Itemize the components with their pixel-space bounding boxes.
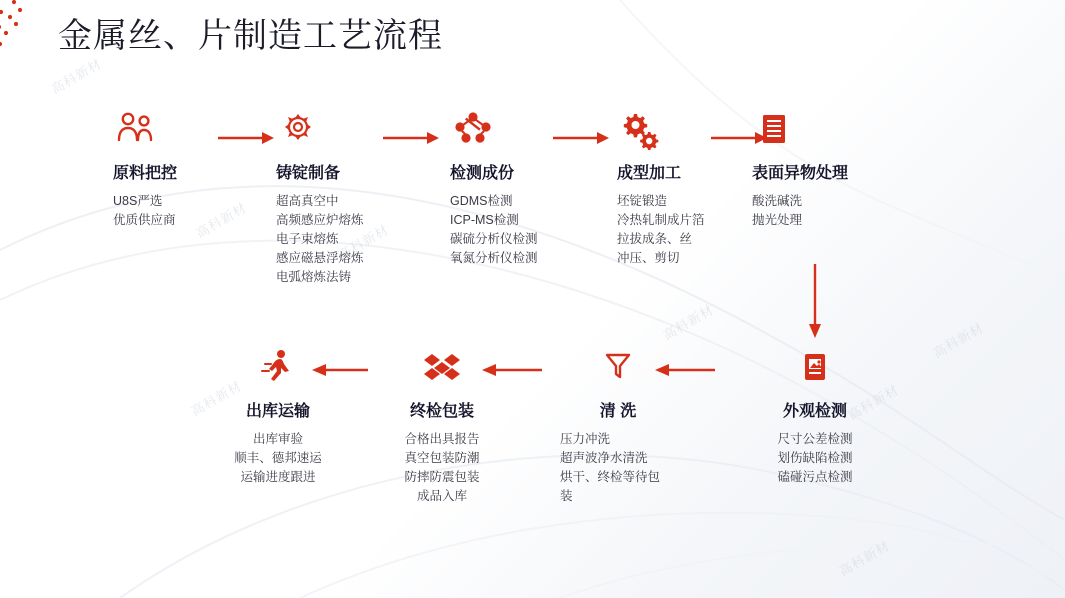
node-line: 电弧熔炼法铸 — [276, 270, 352, 284]
watermark: 高科新材 — [193, 199, 250, 241]
funnel-icon — [538, 348, 698, 388]
runner-icon — [198, 348, 358, 388]
node-line: 划伤缺陷检测 — [777, 451, 853, 465]
node-line: 顺丰、德邦速运 — [234, 451, 322, 465]
node-title: 外观检测 — [782, 403, 847, 420]
node-line: 尺寸公差检测 — [777, 432, 853, 446]
watermark: 高科新材 — [836, 537, 893, 579]
watermark: 高科新材 — [660, 301, 717, 343]
node-line: 磕碰污点检测 — [777, 470, 853, 484]
inspection-icon — [735, 348, 895, 388]
node-line: 烘干、终检等待包 — [560, 470, 661, 484]
node-title: 表面异物处理 — [752, 165, 849, 182]
node-line: 氧氮分析仪检测 — [450, 251, 538, 265]
arrow-right-icon — [218, 130, 276, 146]
flow-node-outbound-transport[interactable] — [198, 348, 358, 487]
node-title: 清 洗 — [599, 403, 637, 420]
node-line: 超声波净水清洗 — [560, 451, 648, 465]
node-line: ICP-MS检测 — [450, 213, 519, 227]
flow-node-appearance-inspection[interactable] — [735, 348, 895, 487]
node-line: GDMS检测 — [450, 194, 513, 208]
node-lines — [362, 430, 522, 506]
node-line: 真空包装防潮 — [404, 451, 480, 465]
flow-node-final-inspection-packaging[interactable] — [362, 348, 522, 506]
watermark: 高科新材 — [930, 319, 987, 361]
node-title: 出库运输 — [245, 403, 310, 420]
node-line: 超高真空中 — [276, 194, 339, 208]
node-title: 终检包装 — [409, 403, 474, 420]
node-line: U8S严选 — [113, 194, 163, 208]
flow-node-raw-material[interactable] — [113, 110, 263, 230]
node-line: 成品入库 — [416, 489, 467, 503]
node-lines — [617, 192, 767, 268]
watermark: 高科新材 — [188, 377, 245, 419]
node-line: 感应磁悬浮熔炼 — [276, 251, 364, 265]
node-line: 拉拔成条、丝 — [617, 232, 693, 246]
node-lines — [538, 430, 698, 506]
node-line: 碳硫分析仪检测 — [450, 232, 538, 246]
node-lines — [450, 192, 600, 268]
node-lines — [735, 430, 895, 487]
node-title: 原料把控 — [113, 165, 178, 182]
node-line: 冷热轧制成片箔 — [617, 213, 705, 227]
page-title: 金属丝、片制造工艺流程 — [58, 17, 443, 55]
node-lines — [276, 192, 426, 287]
arrow-down-icon — [806, 264, 824, 340]
node-line: 运输进度跟进 — [240, 470, 316, 484]
node-line: 冲压、剪切 — [617, 251, 680, 265]
node-lines — [113, 192, 263, 230]
watermark: 高科新材 — [845, 381, 902, 423]
node-line: 压力冲洗 — [560, 432, 611, 446]
watermark: 高科新材 — [48, 55, 105, 97]
node-line: 酸洗碱洗 — [752, 194, 803, 208]
node-title: 成型加工 — [617, 165, 682, 182]
node-lines — [752, 192, 902, 230]
node-line: 出库审验 — [252, 432, 303, 446]
node-line: 高频感应炉熔炼 — [276, 213, 364, 227]
node-line: 坯锭锻造 — [617, 194, 668, 208]
arrow-right-icon — [553, 130, 611, 146]
node-title: 检测成份 — [450, 165, 515, 182]
node-line: 电子束熔炼 — [276, 232, 339, 246]
watermark: 高科新材 — [335, 221, 392, 263]
node-line: 装 — [560, 489, 573, 503]
flow-node-surface-treatment[interactable] — [752, 110, 902, 230]
node-title: 铸锭制备 — [276, 165, 341, 182]
node-line: 防摔防震包装 — [404, 470, 480, 484]
document-lines-icon — [752, 110, 902, 150]
flow-node-cleaning[interactable] — [538, 348, 698, 506]
node-line: 合格出具报告 — [404, 432, 480, 446]
node-line: 抛光处理 — [752, 213, 803, 227]
arrow-right-icon — [383, 130, 441, 146]
node-line: 优质供应商 — [113, 213, 176, 227]
node-lines — [198, 430, 358, 487]
box-open-icon — [362, 348, 522, 388]
